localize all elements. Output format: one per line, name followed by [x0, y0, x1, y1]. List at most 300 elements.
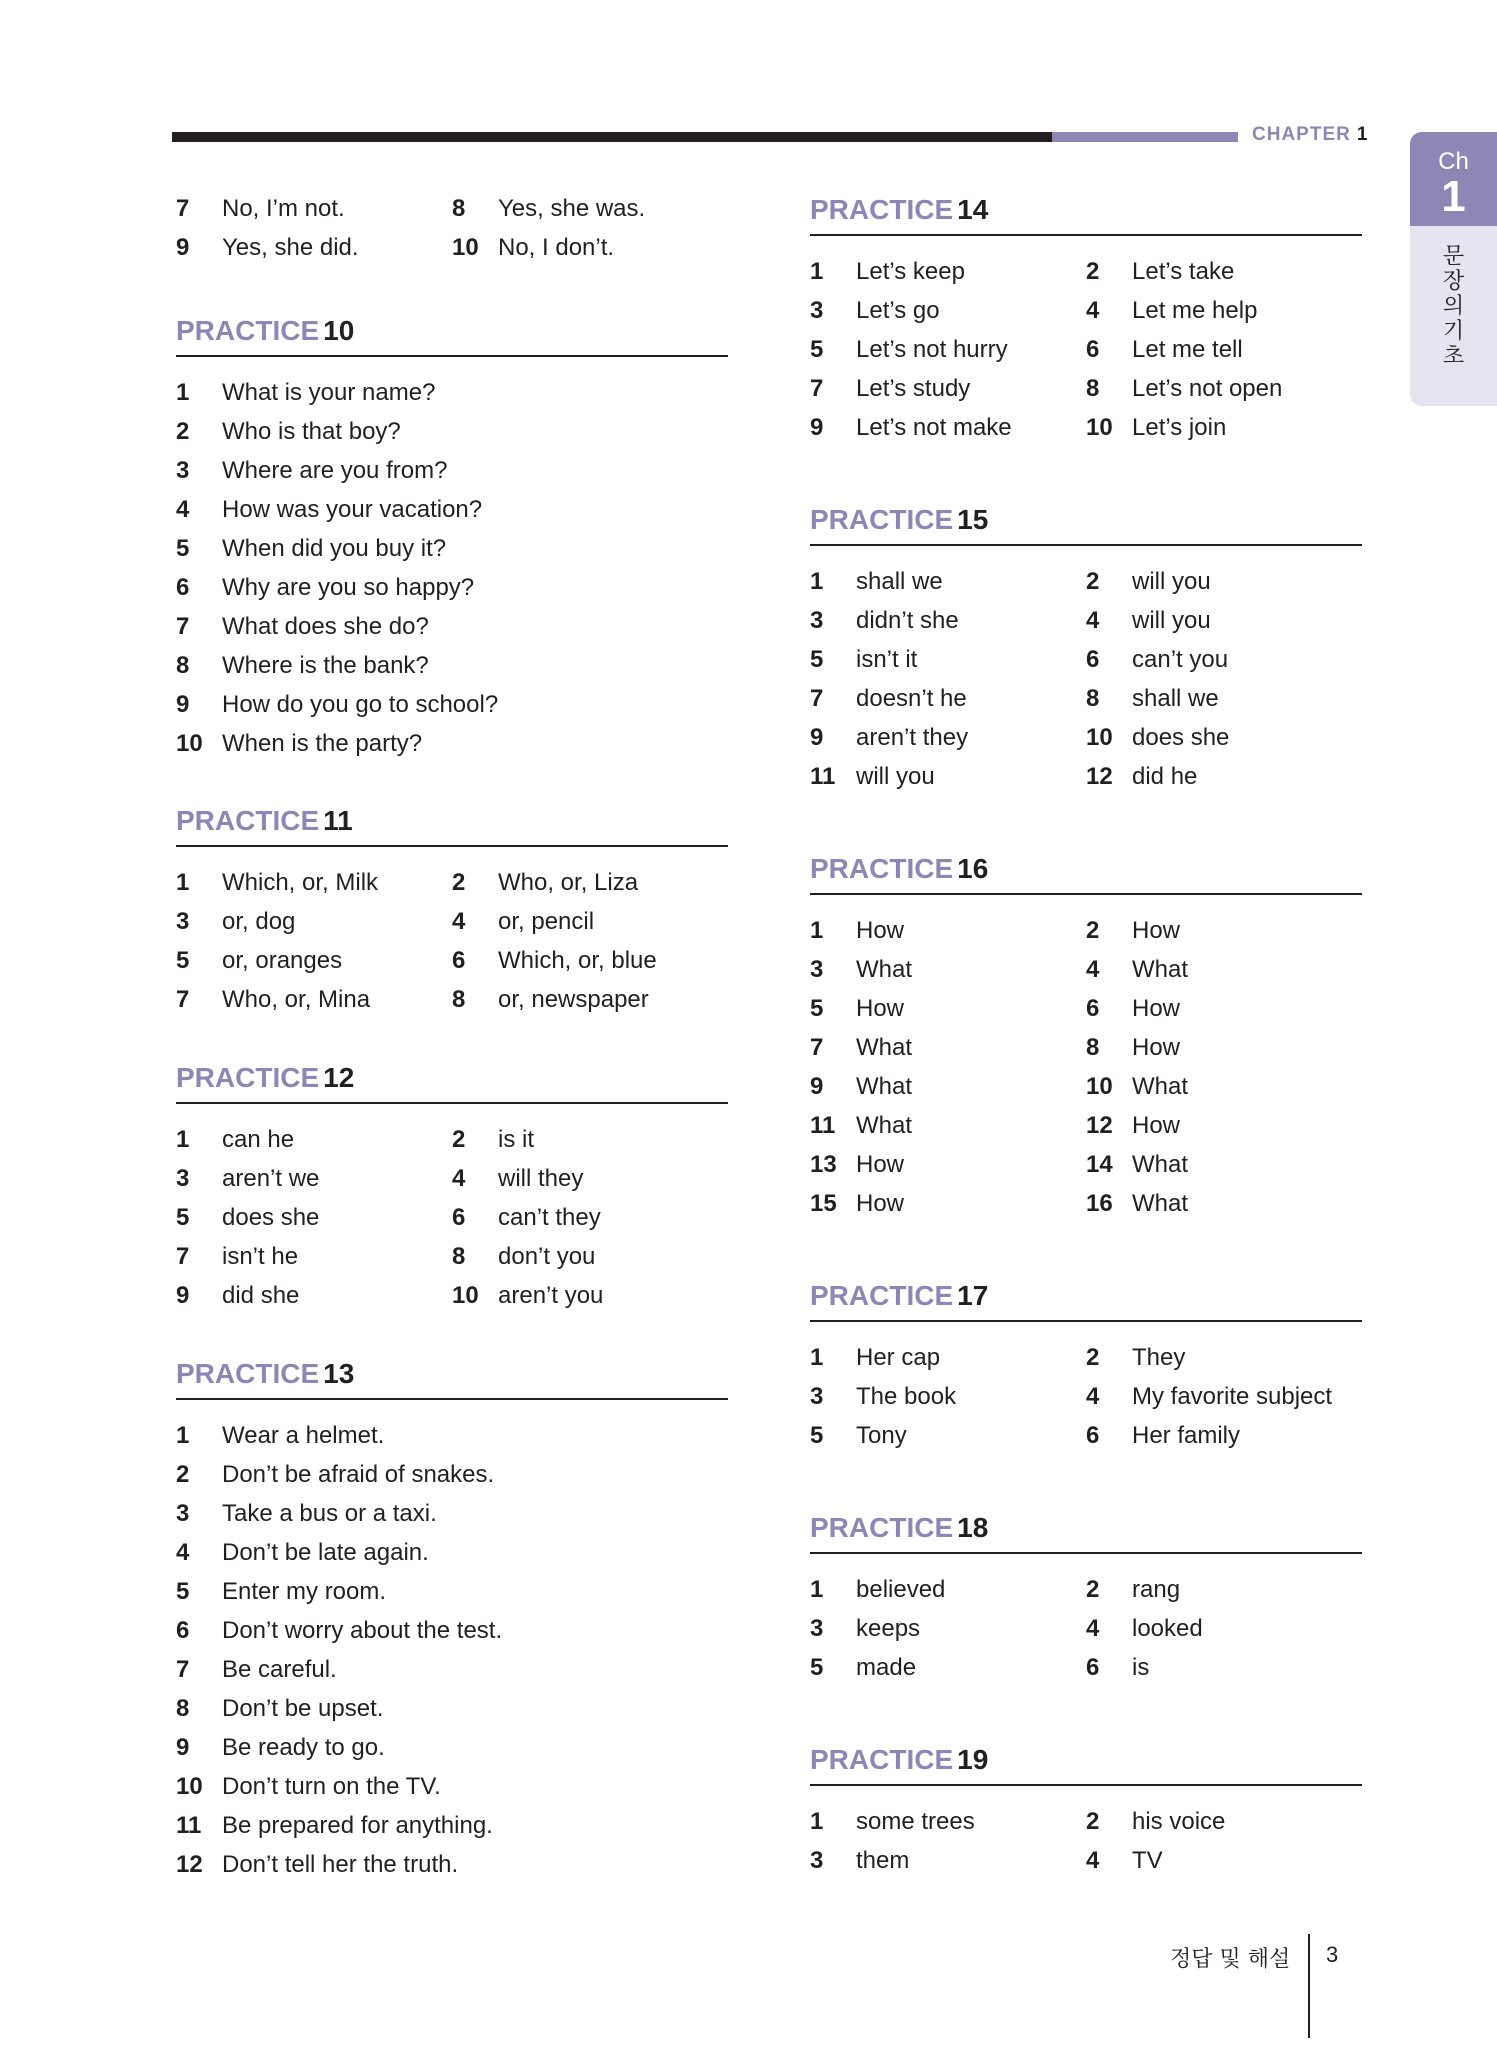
practice-title	[176, 801, 728, 841]
answer-number: 9	[176, 1734, 190, 1761]
answer-text: isn’t he	[222, 1243, 299, 1270]
answer-number: 8	[1086, 1034, 1100, 1061]
answer-item	[810, 1067, 1086, 1106]
chapter-label	[1252, 124, 1368, 146]
answer-number: 5	[176, 535, 190, 562]
continued-answers	[176, 189, 728, 267]
answer-text: his voice	[1132, 1808, 1226, 1835]
answer-number: 4	[1086, 1383, 1100, 1410]
answer-text: Don’t be late again.	[222, 1539, 429, 1566]
answer-number: 2	[1086, 1344, 1100, 1371]
answer-number: 12	[1086, 763, 1113, 790]
answer-text: looked	[1132, 1615, 1203, 1642]
answer-text: Which, or, Milk	[222, 869, 379, 896]
practice-number: 11	[323, 805, 353, 836]
practice-label: PRACTICE	[810, 194, 954, 225]
answer-number: 6	[176, 1617, 190, 1644]
answer-number: 16	[1086, 1190, 1113, 1217]
answer-item	[810, 1145, 1086, 1184]
answer-item	[810, 1570, 1086, 1609]
answer-item	[1086, 252, 1362, 291]
answer-item	[810, 601, 1086, 640]
answer-number: 4	[1086, 956, 1100, 983]
answer-number: 3	[810, 1847, 824, 1874]
answer-number: 11	[810, 763, 836, 790]
answer-text: No, I’m not.	[222, 195, 345, 222]
answer-item	[176, 1845, 728, 1884]
practice-10	[176, 311, 728, 763]
answer-item	[452, 902, 728, 941]
answer-item	[1086, 408, 1362, 447]
answer-text: How	[1132, 917, 1181, 944]
answer-text: How	[1132, 1112, 1181, 1139]
answer-number: 6	[176, 574, 190, 601]
answer-number: 3	[810, 297, 824, 324]
answer-list	[810, 1338, 1362, 1455]
answer-number: 4	[1086, 297, 1100, 324]
answer-text: What	[856, 1112, 913, 1139]
practice-title	[176, 1058, 728, 1098]
answer-number: 4	[452, 1165, 466, 1192]
answer-text: Take a bus or a taxi.	[222, 1500, 437, 1527]
answer-item	[176, 451, 728, 490]
answer-number: 3	[810, 1615, 824, 1642]
answer-item	[810, 1106, 1086, 1145]
practice-title	[810, 849, 1362, 889]
answer-item	[810, 989, 1086, 1028]
answer-number: 5	[176, 947, 190, 974]
answer-item	[176, 646, 728, 685]
answer-item	[452, 189, 728, 228]
answer-text: Don’t tell her the truth.	[222, 1851, 459, 1878]
answer-text: doesn’t he	[856, 685, 967, 712]
section-rule	[810, 1320, 1362, 1322]
answer-text: What is your name?	[222, 379, 436, 406]
answer-number: 4	[1086, 1847, 1100, 1874]
answer-text: Let’s not hurry	[856, 336, 1008, 363]
answer-text: aren’t they	[856, 724, 969, 751]
answer-item	[810, 1802, 1086, 1841]
practice-label: PRACTICE	[176, 315, 320, 346]
section-rule	[810, 544, 1362, 546]
practice-number: 14	[957, 194, 989, 225]
answer-text: What	[856, 1034, 913, 1061]
answer-item	[452, 1159, 728, 1198]
answer-text: They	[1132, 1344, 1186, 1371]
section-rule	[176, 1398, 728, 1400]
header-rule-dark	[172, 132, 1052, 142]
answer-text: will they	[498, 1165, 584, 1192]
answer-text: is	[1132, 1654, 1150, 1681]
answer-number: 2	[1086, 917, 1100, 944]
answer-item	[1086, 330, 1362, 369]
answer-number: 9	[176, 234, 190, 261]
answer-item	[810, 679, 1086, 718]
chapter-tab-number: 1	[1441, 172, 1466, 221]
practice-label: PRACTICE	[810, 853, 954, 884]
answer-text: No, I don’t.	[498, 234, 615, 261]
practice-12	[176, 1058, 728, 1315]
answer-text: will you	[856, 763, 935, 790]
answer-item	[176, 228, 452, 267]
answer-number: 10	[1086, 724, 1113, 751]
answer-text: What does she do?	[222, 613, 429, 640]
answer-number: 8	[1086, 375, 1100, 402]
practice-title	[810, 190, 1362, 230]
answer-number: 2	[1086, 258, 1100, 285]
practice-label: PRACTICE	[176, 1062, 320, 1093]
answer-text: What	[1132, 956, 1189, 983]
answer-number: 2	[452, 869, 466, 896]
answer-item	[810, 1377, 1086, 1416]
section-rule	[810, 234, 1362, 236]
answer-number: 6	[1086, 336, 1100, 363]
answer-text: or, newspaper	[498, 986, 649, 1013]
answer-text: did he	[1132, 763, 1198, 790]
answer-item	[452, 863, 728, 902]
answer-number: 7	[176, 1656, 190, 1683]
chapter-tab-char: 장	[1442, 269, 1465, 294]
answer-number: 10	[1086, 1073, 1113, 1100]
practice-title	[810, 1740, 1362, 1780]
answer-number: 10	[452, 1282, 479, 1309]
answer-item	[176, 1237, 452, 1276]
answer-item	[810, 911, 1086, 950]
answer-item	[810, 1184, 1086, 1223]
answer-list	[176, 1120, 728, 1315]
answer-item	[810, 408, 1086, 447]
practice-label: PRACTICE	[810, 1744, 954, 1775]
answer-text: What	[856, 1073, 913, 1100]
practice-number: 12	[323, 1062, 355, 1093]
answer-text: or, dog	[222, 908, 296, 935]
answer-number: 1	[810, 258, 824, 285]
answer-item	[176, 373, 728, 412]
answer-number: 4	[176, 496, 190, 523]
practice-16	[810, 849, 1362, 1223]
answer-item	[1086, 950, 1362, 989]
answer-text: didn’t she	[856, 607, 959, 634]
answer-item	[176, 1198, 452, 1237]
answer-number: 4	[1086, 607, 1100, 634]
answer-item	[810, 562, 1086, 601]
chapter-number: 1	[1356, 124, 1369, 145]
answer-text: isn’t it	[856, 646, 918, 673]
answer-item	[810, 757, 1086, 796]
answer-item	[176, 1767, 728, 1806]
answer-item	[1086, 1377, 1362, 1416]
answer-text: shall we	[1132, 685, 1219, 712]
answer-number: 7	[810, 685, 824, 712]
answer-item	[176, 1533, 728, 1572]
answer-item	[176, 902, 452, 941]
practice-number: 16	[957, 853, 989, 884]
answer-number: 10	[176, 730, 203, 757]
answer-number: 8	[176, 1695, 190, 1722]
practice-number: 10	[323, 315, 355, 346]
answer-item	[176, 685, 728, 724]
practice-14	[810, 190, 1362, 447]
answer-item	[1086, 291, 1362, 330]
section-rule	[176, 355, 728, 357]
answer-item	[1086, 369, 1362, 408]
answer-number: 1	[176, 1126, 190, 1153]
answer-item	[810, 291, 1086, 330]
answer-item	[452, 1120, 728, 1159]
answer-item	[176, 1416, 728, 1455]
answer-item	[1086, 1338, 1362, 1377]
answer-number: 1	[176, 869, 190, 896]
chapter-tab-ch: Ch	[1438, 148, 1469, 175]
answer-number: 14	[1086, 1151, 1113, 1178]
chapter-tab-char: 초	[1442, 344, 1465, 369]
answer-text: Let’s keep	[856, 258, 965, 285]
chapter-tab-char: 기	[1442, 319, 1465, 344]
answer-text: How was your vacation?	[222, 496, 483, 523]
answer-number: 8	[452, 1243, 466, 1270]
answer-number: 1	[810, 1344, 824, 1371]
answer-number: 11	[810, 1112, 836, 1139]
chapter-tab-char: 의	[1442, 294, 1465, 319]
answer-text: How do you go to school?	[222, 691, 499, 718]
answer-number: 3	[810, 607, 824, 634]
answer-text: Be prepared for anything.	[222, 1812, 493, 1839]
answer-text: Who is that boy?	[222, 418, 401, 445]
answer-number: 2	[1086, 568, 1100, 595]
answer-item	[810, 1841, 1086, 1880]
answer-item	[1086, 601, 1362, 640]
answer-text: can’t you	[1132, 646, 1229, 673]
chapter-tab	[1410, 132, 1497, 406]
answer-item	[810, 330, 1086, 369]
footer-divider	[1308, 1934, 1310, 2038]
answer-text: Where are you from?	[222, 457, 448, 484]
practice-title	[176, 311, 728, 351]
answer-item	[1086, 562, 1362, 601]
answer-text: them	[856, 1847, 910, 1874]
answer-item	[176, 1276, 452, 1315]
answer-number: 6	[1086, 646, 1100, 673]
answer-list	[810, 252, 1362, 447]
header-rule-accent	[1052, 132, 1238, 142]
answer-number: 9	[810, 724, 824, 751]
answer-number: 2	[176, 1461, 190, 1488]
answer-text: aren’t we	[222, 1165, 320, 1192]
answer-item	[810, 1338, 1086, 1377]
answer-text: Let me tell	[1132, 336, 1243, 363]
answer-text: rang	[1132, 1576, 1181, 1603]
answer-number: 5	[810, 646, 824, 673]
answer-number: 3	[176, 457, 190, 484]
answer-number: 8	[452, 986, 466, 1013]
answer-item	[176, 1689, 728, 1728]
practice-label: PRACTICE	[176, 1358, 320, 1389]
answer-number: 8	[176, 652, 190, 679]
answer-item	[176, 568, 728, 607]
answer-text: Don’t be upset.	[222, 1695, 384, 1722]
answer-text: Be careful.	[222, 1656, 337, 1683]
answer-text: How	[1132, 1034, 1181, 1061]
answer-text: How	[856, 917, 905, 944]
section-rule	[176, 845, 728, 847]
answer-number: 7	[176, 613, 190, 640]
answer-text: Let’s join	[1132, 414, 1227, 441]
answer-text: Who, or, Mina	[222, 986, 371, 1013]
answer-item	[1086, 1106, 1362, 1145]
page-number: 3	[1326, 1942, 1339, 1967]
answer-list	[176, 863, 728, 1019]
answer-item	[176, 607, 728, 646]
section-rule	[810, 1552, 1362, 1554]
answer-text: will you	[1132, 568, 1211, 595]
answer-text: What	[1132, 1151, 1189, 1178]
answer-list	[810, 1802, 1362, 1880]
answer-item	[176, 863, 452, 902]
answer-item	[810, 252, 1086, 291]
answer-item	[452, 1237, 728, 1276]
answer-number: 9	[176, 691, 190, 718]
answer-item	[810, 950, 1086, 989]
answer-item	[1086, 911, 1362, 950]
answer-text: Be ready to go.	[222, 1734, 385, 1761]
answer-text: Let me help	[1132, 297, 1258, 324]
footer-title: 정답 및 해설	[1170, 1947, 1291, 1972]
answer-number: 4	[176, 1539, 190, 1566]
answer-text: When is the party?	[222, 730, 423, 757]
answer-item	[452, 980, 728, 1019]
practice-number: 15	[957, 504, 989, 535]
answer-text: Yes, she did.	[222, 234, 359, 261]
chapter-tab-badge	[1410, 132, 1497, 226]
answer-list	[176, 373, 728, 763]
answer-text: Yes, she was.	[498, 195, 646, 222]
answer-text: or, pencil	[498, 908, 595, 935]
section-rule	[810, 1784, 1362, 1786]
answer-item	[810, 1609, 1086, 1648]
answer-item	[176, 1572, 728, 1611]
answer-text: did she	[222, 1282, 300, 1309]
answer-number: 1	[810, 1576, 824, 1603]
answer-text: Let’s not make	[856, 414, 1012, 441]
answer-item	[176, 1650, 728, 1689]
answer-item	[810, 640, 1086, 679]
answer-number: 3	[810, 956, 824, 983]
answer-number: 3	[176, 908, 190, 935]
answer-text: When did you buy it?	[222, 535, 447, 562]
answer-number: 3	[176, 1165, 190, 1192]
answer-number: 9	[176, 1282, 190, 1309]
answer-item	[1086, 718, 1362, 757]
answer-number: 12	[176, 1851, 203, 1878]
answer-list	[176, 1416, 728, 1884]
practice-17	[810, 1276, 1362, 1455]
answer-text: can he	[222, 1126, 295, 1153]
answer-item	[176, 724, 728, 763]
answer-text: TV	[1132, 1847, 1163, 1874]
answer-text: Don’t worry about the test.	[222, 1617, 503, 1644]
answer-list	[810, 562, 1362, 796]
answer-number: 3	[176, 1500, 190, 1527]
answer-number: 6	[1086, 1654, 1100, 1681]
answer-number: 6	[1086, 1422, 1100, 1449]
answer-text: Let’s take	[1132, 258, 1235, 285]
answer-item	[176, 941, 452, 980]
answer-number: 6	[452, 947, 466, 974]
practice-title	[810, 500, 1362, 540]
answer-text: shall we	[856, 568, 943, 595]
practice-11	[176, 801, 728, 1019]
practice-title	[810, 1276, 1362, 1316]
practice-number: 17	[957, 1280, 989, 1311]
answer-text: made	[856, 1654, 917, 1681]
practice-15	[810, 500, 1362, 796]
answer-item	[176, 1494, 728, 1533]
section-rule	[176, 1102, 728, 1104]
answer-text: keeps	[856, 1615, 921, 1642]
answer-text: Enter my room.	[222, 1578, 387, 1605]
answer-item	[1086, 1145, 1362, 1184]
answer-item	[1086, 757, 1362, 796]
answer-text: Let’s study	[856, 375, 971, 402]
answer-number: 4	[1086, 1615, 1100, 1642]
answer-number: 12	[1086, 1112, 1113, 1139]
answer-text: Don’t be afraid of snakes.	[222, 1461, 495, 1488]
answer-item	[1086, 1648, 1362, 1687]
chapter-tab-title	[1410, 226, 1497, 369]
answer-text: The book	[856, 1383, 957, 1410]
answer-number: 11	[176, 1812, 202, 1839]
answer-item	[176, 1120, 452, 1159]
answer-list	[810, 911, 1362, 1223]
answer-item	[1086, 1802, 1362, 1841]
section-rule	[810, 893, 1362, 895]
answer-number: 5	[176, 1204, 190, 1231]
answer-number: 13	[810, 1151, 837, 1178]
answer-item	[1086, 1028, 1362, 1067]
answer-text: How	[1132, 995, 1181, 1022]
answer-text: What	[1132, 1190, 1189, 1217]
answer-item	[176, 1806, 728, 1845]
answer-number: 7	[810, 1034, 824, 1061]
answer-text: Why are you so happy?	[222, 574, 475, 601]
answer-number: 2	[1086, 1808, 1100, 1835]
answer-item	[1086, 1184, 1362, 1223]
practice-19	[810, 1740, 1362, 1880]
answer-item	[176, 490, 728, 529]
answer-item	[1086, 1416, 1362, 1455]
answer-number: 7	[176, 1243, 190, 1270]
answer-text: Tony	[856, 1422, 907, 1449]
answer-text: aren’t you	[498, 1282, 604, 1309]
answer-text: What	[856, 956, 913, 983]
answer-text: does she	[1132, 724, 1230, 751]
answer-list	[810, 1570, 1362, 1687]
practice-label: PRACTICE	[810, 1512, 954, 1543]
answer-text: or, oranges	[222, 947, 343, 974]
answer-text: Let’s not open	[1132, 375, 1283, 402]
answer-number: 5	[810, 336, 824, 363]
answer-item	[176, 1159, 452, 1198]
answer-item	[810, 1648, 1086, 1687]
answer-item	[1086, 679, 1362, 718]
answer-item	[1086, 1609, 1362, 1648]
answer-number: 8	[1086, 685, 1100, 712]
answer-item	[810, 1028, 1086, 1067]
answer-item	[1086, 1067, 1362, 1106]
answer-text: does she	[222, 1204, 320, 1231]
answer-text: believed	[856, 1576, 946, 1603]
answer-number: 5	[810, 1654, 824, 1681]
